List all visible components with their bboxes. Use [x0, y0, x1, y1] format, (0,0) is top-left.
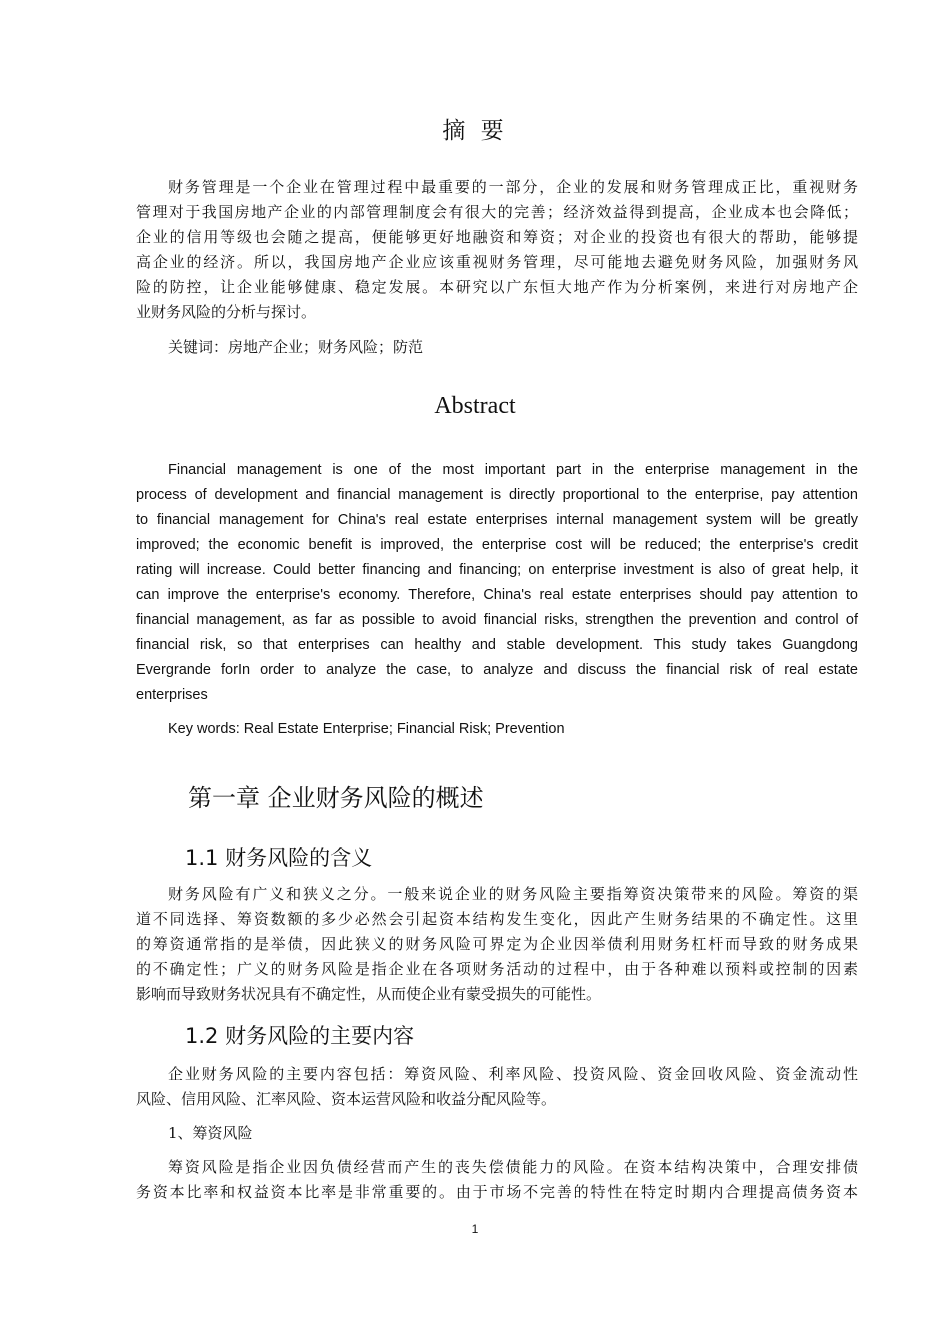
paragraph-line: enterprises: [136, 687, 208, 703]
paragraph-line: 道不同选择、筹资数额的多少必然会引起资本结构发生变化，因此产生财务结果的不确定性。这里: [136, 910, 858, 928]
item-1-heading: [136, 1121, 858, 1146]
abstract-en-paragraph: [136, 458, 858, 708]
keywords-text: 关键词：房地产企业；财务风险；防范: [168, 338, 424, 356]
paragraph-line: 财务管理是一个企业在管理过程中最重要的一部分，企业的发展和财务管理成正比，重视财务: [168, 178, 858, 196]
abstract-en-title: Abstract: [434, 393, 516, 419]
abstract-en-keywords: [136, 717, 858, 742]
paragraph-line: 务资本比率和权益资本比率是非常重要的。由于市场不完善的特性在特定时期内合理提高债务资本: [136, 1183, 858, 1201]
abstract-cn-paragraph: [136, 175, 858, 325]
chapter-title: 第一章 企业财务风险的概述: [188, 784, 484, 812]
paragraph-line: 企业财务风险的主要内容包括：筹资风险、利率风险、投资风险、资金回收风险、资金流动性: [168, 1065, 858, 1083]
keywords-text: Key words: Real Estate Enterprise; Financial Risk; Prevention: [168, 721, 565, 737]
paragraph-line: financial risk, so that enterprises can healthy and stable development. This study takes Guangdong: [136, 637, 858, 653]
paragraph-line: can improve the enterprise's economy. Therefore, China's real estate enterprises should pay attention to: [136, 587, 858, 603]
paragraph-line: 影响而导致财务状况具有不确定性，从而使企业有蒙受损失的可能性。: [136, 985, 602, 1003]
paragraph-line: process of development and financial management is directly proportional to the enterprise, pay attention: [136, 487, 858, 503]
paragraph-line: 高企业的经济。所以，我国房地产企业应该重视财务管理，尽可能地去避免财务风险，加强财务风: [136, 253, 858, 271]
paragraph-line: 财务风险有广义和狭义之分。一般来说企业的财务风险主要指筹资决策带来的风险。筹资的渠: [168, 885, 858, 903]
paragraph-line: 业财务风险的分析与探讨。: [136, 303, 317, 321]
paragraph-line: 的筹资通常指的是举债，因此狭义的财务风险可界定为企业因举债利用财务杠杆而导致的财务成果: [136, 935, 858, 953]
item-heading-text: 1、筹资风险: [168, 1124, 253, 1142]
abstract-cn-keywords: [136, 335, 858, 360]
paragraph-line: Evergrande forIn order to analyze the case, to analyze and discuss the financial risk of real estate: [136, 662, 858, 678]
paragraph-line: 企业的信用等级也会随之提高，便能够更好地融资和筹资；对企业的投资也有很大的帮助，能够提: [136, 228, 858, 246]
paragraph-line: Financial management is one of the most important part in the enterprise management in the: [168, 462, 858, 478]
paragraph-line: rating will increase. Could better financing and financing; on enterprise investment is also of great help, it: [136, 562, 858, 578]
item-1-paragraph: [136, 1155, 858, 1205]
paragraph-line: 筹资风险是指企业因负债经营而产生的丧失偿债能力的风险。在资本结构决策中，合理安排债: [168, 1158, 858, 1176]
section-1-2-title: 1.2 财务风险的主要内容: [185, 1024, 415, 1048]
paragraph-line: 管理对于我国房地产企业的内部管理制度会有很大的完善；经济效益得到提高，企业成本也会降低；: [136, 203, 858, 221]
paragraph-line: financial management, as far as possible to avoid financial risks, strengthen the prevention and control of: [136, 612, 858, 628]
paragraph-line: 风险、信用风险、汇率风险、资本运营风险和收益分配风险等。: [136, 1090, 557, 1108]
section-1-1-title: 1.1 财务风险的含义: [185, 846, 373, 870]
abstract-cn-title: 摘 要: [442, 118, 508, 144]
section-1-2-paragraph: [136, 1062, 858, 1112]
section-1-1-paragraph: [136, 882, 858, 1007]
paragraph-line: to financial management for China's real estate enterprises internal management system will be greatly: [136, 512, 858, 528]
paragraph-line: 险的防控，让企业能够健康、稳定发展。本研究以广东恒大地产作为分析案例，来进行对房地产企: [136, 278, 858, 296]
paragraph-line: 的不确定性；广义的财务风险是指企业在各项财务活动的过程中，由于各种难以预料或控制的因素: [136, 960, 858, 978]
paragraph-line: improved; the economic benefit is improved, the enterprise cost will be reduced; the enterprise's credit: [136, 537, 858, 553]
page-number: 1: [471, 1222, 479, 1236]
